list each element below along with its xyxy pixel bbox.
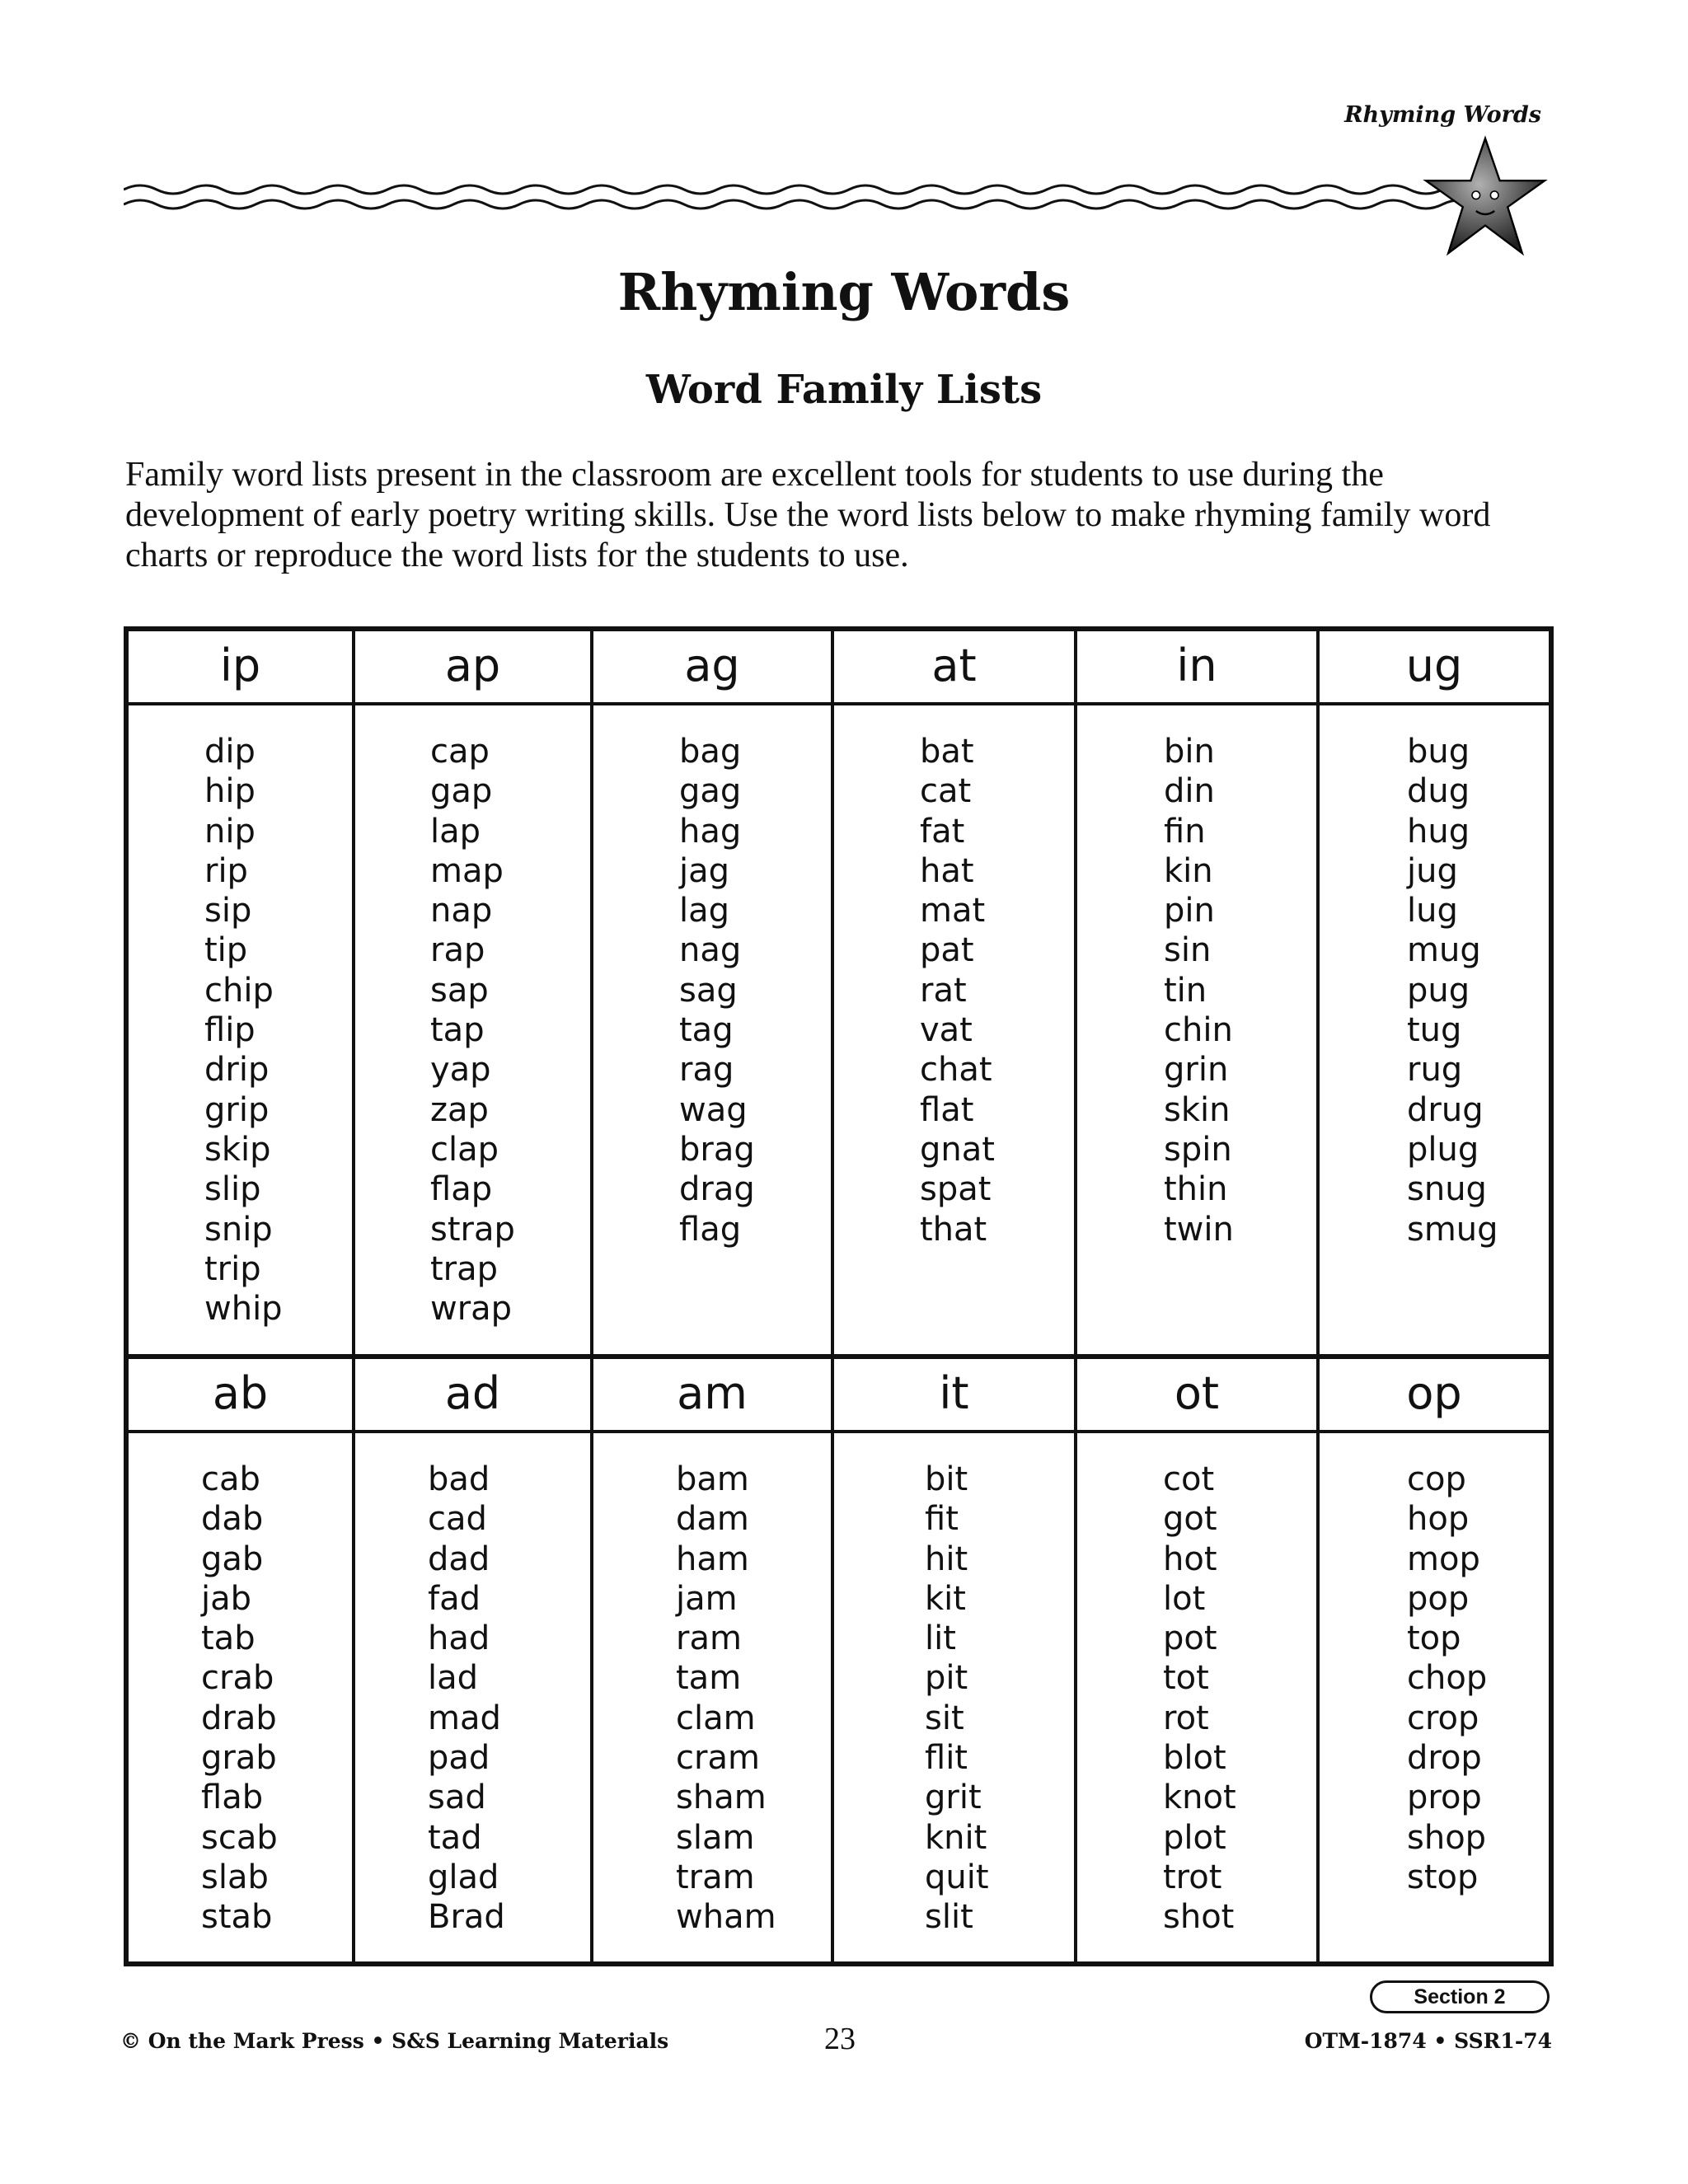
family-heading: ag	[593, 631, 831, 705]
word-family-row-top	[129, 631, 1549, 1354]
word-item: dam	[676, 1500, 749, 1539]
family-column	[1320, 1359, 1549, 1966]
word-item: snip	[204, 1210, 273, 1249]
word-item: top	[1407, 1619, 1461, 1658]
word-item: zap	[430, 1090, 489, 1129]
word-item: drip	[204, 1051, 270, 1090]
word-item: knit	[925, 1818, 987, 1857]
word-item: sap	[430, 971, 489, 1010]
word-item: chop	[1407, 1659, 1488, 1698]
word-item: pin	[1164, 892, 1215, 930]
word-item: sit	[925, 1699, 964, 1737]
word-item: lug	[1407, 892, 1458, 930]
word-item: slip	[204, 1170, 261, 1209]
word-item: jam	[676, 1579, 738, 1618]
word-item: smug	[1407, 1210, 1498, 1249]
word-item: dug	[1407, 772, 1470, 811]
family-heading: ab	[129, 1359, 352, 1433]
word-item: cram	[676, 1739, 760, 1778]
word-item: wham	[676, 1898, 776, 1937]
word-list	[355, 705, 590, 1329]
word-item: clap	[430, 1130, 499, 1169]
word-item: tam	[676, 1659, 742, 1698]
word-family-row-bottom	[129, 1354, 1549, 1966]
product-code: OTM-1874 • SSR1-74	[1304, 2029, 1552, 2053]
wave-border	[124, 180, 1541, 229]
word-item: jug	[1407, 851, 1458, 890]
word-list	[1077, 1433, 1316, 1938]
word-item: sag	[679, 971, 738, 1010]
family-column	[834, 1359, 1077, 1966]
word-item: flit	[925, 1739, 968, 1778]
word-item: flip	[204, 1011, 256, 1050]
word-item: hop	[1407, 1500, 1470, 1539]
word-item: slam	[676, 1818, 755, 1857]
word-item: scab	[201, 1818, 278, 1857]
word-item: mad	[428, 1699, 501, 1737]
word-list	[129, 705, 352, 1329]
word-item: chip	[204, 971, 274, 1010]
word-item: fin	[1164, 812, 1206, 851]
word-item: tab	[201, 1619, 256, 1658]
word-item: hip	[204, 772, 256, 811]
word-item: hot	[1163, 1540, 1217, 1578]
word-item: pat	[920, 931, 974, 970]
word-item: sip	[204, 892, 252, 930]
word-item: ham	[676, 1540, 749, 1578]
word-item: flab	[201, 1779, 264, 1817]
word-item: Brad	[428, 1898, 505, 1937]
running-head: Rhyming Words	[1344, 102, 1541, 128]
word-item: fad	[428, 1579, 481, 1618]
word-item: mat	[920, 892, 986, 930]
word-item: cad	[428, 1500, 487, 1539]
word-item: grip	[204, 1090, 270, 1129]
word-item: dip	[204, 733, 256, 771]
word-item: wag	[679, 1090, 748, 1129]
family-heading: ad	[355, 1359, 590, 1433]
word-item: rot	[1163, 1699, 1209, 1737]
word-item: prop	[1407, 1779, 1482, 1817]
intro-paragraph: Family word lists present in the classroom are excellent tools for students to use during the development of early poetry writing skills. Use the word lists below to make rhyming family word charts or reproduce the word lists for the students to use.	[125, 456, 1491, 574]
word-item: bin	[1164, 733, 1215, 771]
word-item: blot	[1163, 1739, 1226, 1778]
word-item: stop	[1407, 1858, 1479, 1896]
word-item: hug	[1407, 812, 1470, 851]
word-item: brag	[679, 1130, 755, 1169]
word-item: strap	[430, 1210, 515, 1249]
word-item: wrap	[430, 1290, 513, 1329]
word-item: tag	[679, 1011, 734, 1050]
word-item: vat	[920, 1011, 973, 1050]
word-item: whip	[204, 1290, 283, 1329]
family-column	[593, 1359, 834, 1966]
word-item: lad	[428, 1659, 479, 1698]
word-item: bad	[428, 1460, 490, 1498]
family-heading: ot	[1077, 1359, 1316, 1433]
word-item: fit	[925, 1500, 959, 1539]
word-item: cat	[920, 772, 972, 811]
family-column	[1320, 631, 1549, 1354]
family-column	[355, 1359, 593, 1966]
word-item: fat	[920, 812, 965, 851]
family-column	[1077, 631, 1320, 1354]
word-item: pop	[1407, 1579, 1470, 1618]
word-item: glad	[428, 1858, 499, 1896]
word-item: drab	[201, 1699, 277, 1737]
word-item: pug	[1407, 971, 1470, 1010]
word-item: thin	[1164, 1170, 1228, 1209]
page-subtitle: Word Family Lists	[645, 367, 1043, 413]
family-column	[129, 631, 355, 1354]
word-item: spin	[1164, 1130, 1232, 1169]
word-family-table	[124, 626, 1554, 1966]
word-item: rag	[679, 1051, 734, 1090]
word-item: lap	[430, 812, 481, 851]
word-item: drag	[679, 1170, 755, 1209]
word-item: gnat	[920, 1130, 995, 1169]
word-item: gab	[201, 1540, 264, 1578]
word-item: tot	[1163, 1659, 1209, 1698]
word-list	[834, 705, 1074, 1249]
word-item: plot	[1163, 1818, 1226, 1857]
word-item: gag	[679, 772, 742, 811]
word-item: lit	[925, 1619, 956, 1658]
word-item: flat	[920, 1090, 974, 1129]
word-item: skip	[204, 1130, 271, 1169]
word-item: drop	[1407, 1739, 1482, 1778]
family-column	[593, 631, 834, 1354]
family-column	[355, 631, 593, 1354]
word-item: nip	[204, 812, 256, 851]
word-item: mop	[1407, 1540, 1480, 1578]
word-item: tap	[430, 1011, 485, 1050]
word-item: that	[920, 1210, 987, 1249]
word-item: cab	[201, 1460, 260, 1498]
word-item: tram	[676, 1858, 755, 1896]
word-list	[1320, 1433, 1549, 1897]
word-item: sin	[1164, 931, 1212, 970]
family-column	[129, 1359, 355, 1966]
word-item: bit	[925, 1460, 968, 1498]
word-item: nap	[430, 892, 493, 930]
word-item: twin	[1164, 1210, 1234, 1249]
word-item: skin	[1164, 1090, 1231, 1129]
family-heading: at	[834, 631, 1074, 705]
word-item: tad	[428, 1818, 482, 1857]
word-item: chat	[920, 1051, 992, 1090]
word-item: spat	[920, 1170, 992, 1209]
word-item: shot	[1163, 1898, 1235, 1937]
word-item: mug	[1407, 931, 1481, 970]
word-item: bug	[1407, 733, 1470, 771]
word-item: snug	[1407, 1170, 1487, 1209]
word-item: dad	[428, 1540, 490, 1578]
word-item: grit	[925, 1779, 982, 1817]
word-list	[834, 1433, 1074, 1938]
word-item: sham	[676, 1779, 767, 1817]
word-item: slit	[925, 1898, 973, 1937]
word-item: shop	[1407, 1818, 1487, 1857]
word-item: tin	[1164, 971, 1207, 1010]
word-item: rap	[430, 931, 485, 970]
family-heading: ip	[129, 631, 352, 705]
section-badge: Section 2	[1370, 1980, 1550, 2013]
word-item: din	[1164, 772, 1215, 811]
word-item: grin	[1164, 1051, 1229, 1090]
word-list	[593, 1433, 831, 1938]
word-list	[129, 1433, 352, 1938]
word-item: crab	[201, 1659, 274, 1698]
word-item: jag	[679, 851, 730, 890]
word-item: bag	[679, 733, 742, 771]
word-item: pot	[1163, 1619, 1217, 1658]
word-item: flag	[679, 1210, 742, 1249]
word-item: bam	[676, 1460, 749, 1498]
word-item: nag	[679, 931, 742, 970]
word-item: hat	[920, 851, 974, 890]
family-heading: ug	[1320, 631, 1549, 705]
page-title: Rhyming Words	[617, 262, 1071, 322]
family-heading: it	[834, 1359, 1074, 1433]
word-item: tip	[204, 931, 248, 970]
word-item: hag	[679, 812, 742, 851]
word-item: had	[428, 1619, 490, 1658]
word-list	[355, 1433, 590, 1938]
word-item: yap	[430, 1051, 491, 1090]
word-item: sad	[428, 1779, 486, 1817]
word-item: rip	[204, 851, 248, 890]
word-item: cot	[1163, 1460, 1215, 1498]
family-heading: ap	[355, 631, 590, 705]
word-item: hit	[925, 1540, 968, 1578]
word-item: stab	[201, 1898, 273, 1937]
word-item: dab	[201, 1500, 264, 1539]
word-item: knot	[1163, 1779, 1236, 1817]
word-item: clam	[676, 1699, 756, 1737]
word-item: gap	[430, 772, 493, 811]
word-item: slab	[201, 1858, 269, 1896]
word-item: trap	[430, 1249, 499, 1288]
word-item: chin	[1164, 1011, 1233, 1050]
word-item: lag	[679, 892, 730, 930]
word-item: ram	[676, 1619, 742, 1658]
family-column	[834, 631, 1077, 1354]
family-heading: am	[593, 1359, 831, 1433]
family-heading: in	[1077, 631, 1316, 705]
word-item: lot	[1163, 1579, 1206, 1618]
word-item: rug	[1407, 1051, 1463, 1090]
word-list	[593, 705, 831, 1249]
word-item: cop	[1407, 1460, 1466, 1498]
word-item: map	[430, 851, 504, 890]
word-item: kin	[1164, 851, 1213, 890]
copyright-footer: © On the Mark Press • S&S Learning Materials	[120, 2029, 669, 2053]
word-list	[1077, 705, 1316, 1249]
word-item: trip	[204, 1249, 261, 1288]
star-icon	[1419, 132, 1551, 264]
word-item: quit	[925, 1858, 989, 1896]
word-item: trot	[1163, 1858, 1222, 1896]
word-item: tug	[1407, 1011, 1462, 1050]
word-item: drug	[1407, 1090, 1484, 1129]
family-heading: op	[1320, 1359, 1549, 1433]
page-number: 23	[824, 2022, 856, 2056]
word-item: crop	[1407, 1699, 1479, 1737]
word-item: plug	[1407, 1130, 1479, 1169]
word-item: flap	[430, 1170, 493, 1209]
word-item: got	[1163, 1500, 1217, 1539]
word-item: grab	[201, 1739, 277, 1778]
word-item: kit	[925, 1579, 966, 1618]
word-item: cap	[430, 733, 490, 771]
family-column	[1077, 1359, 1320, 1966]
word-item: pad	[428, 1739, 490, 1778]
word-item: jab	[201, 1579, 252, 1618]
word-item: bat	[920, 733, 974, 771]
word-item: rat	[920, 971, 967, 1010]
word-list	[1320, 705, 1549, 1249]
word-item: pit	[925, 1659, 968, 1698]
